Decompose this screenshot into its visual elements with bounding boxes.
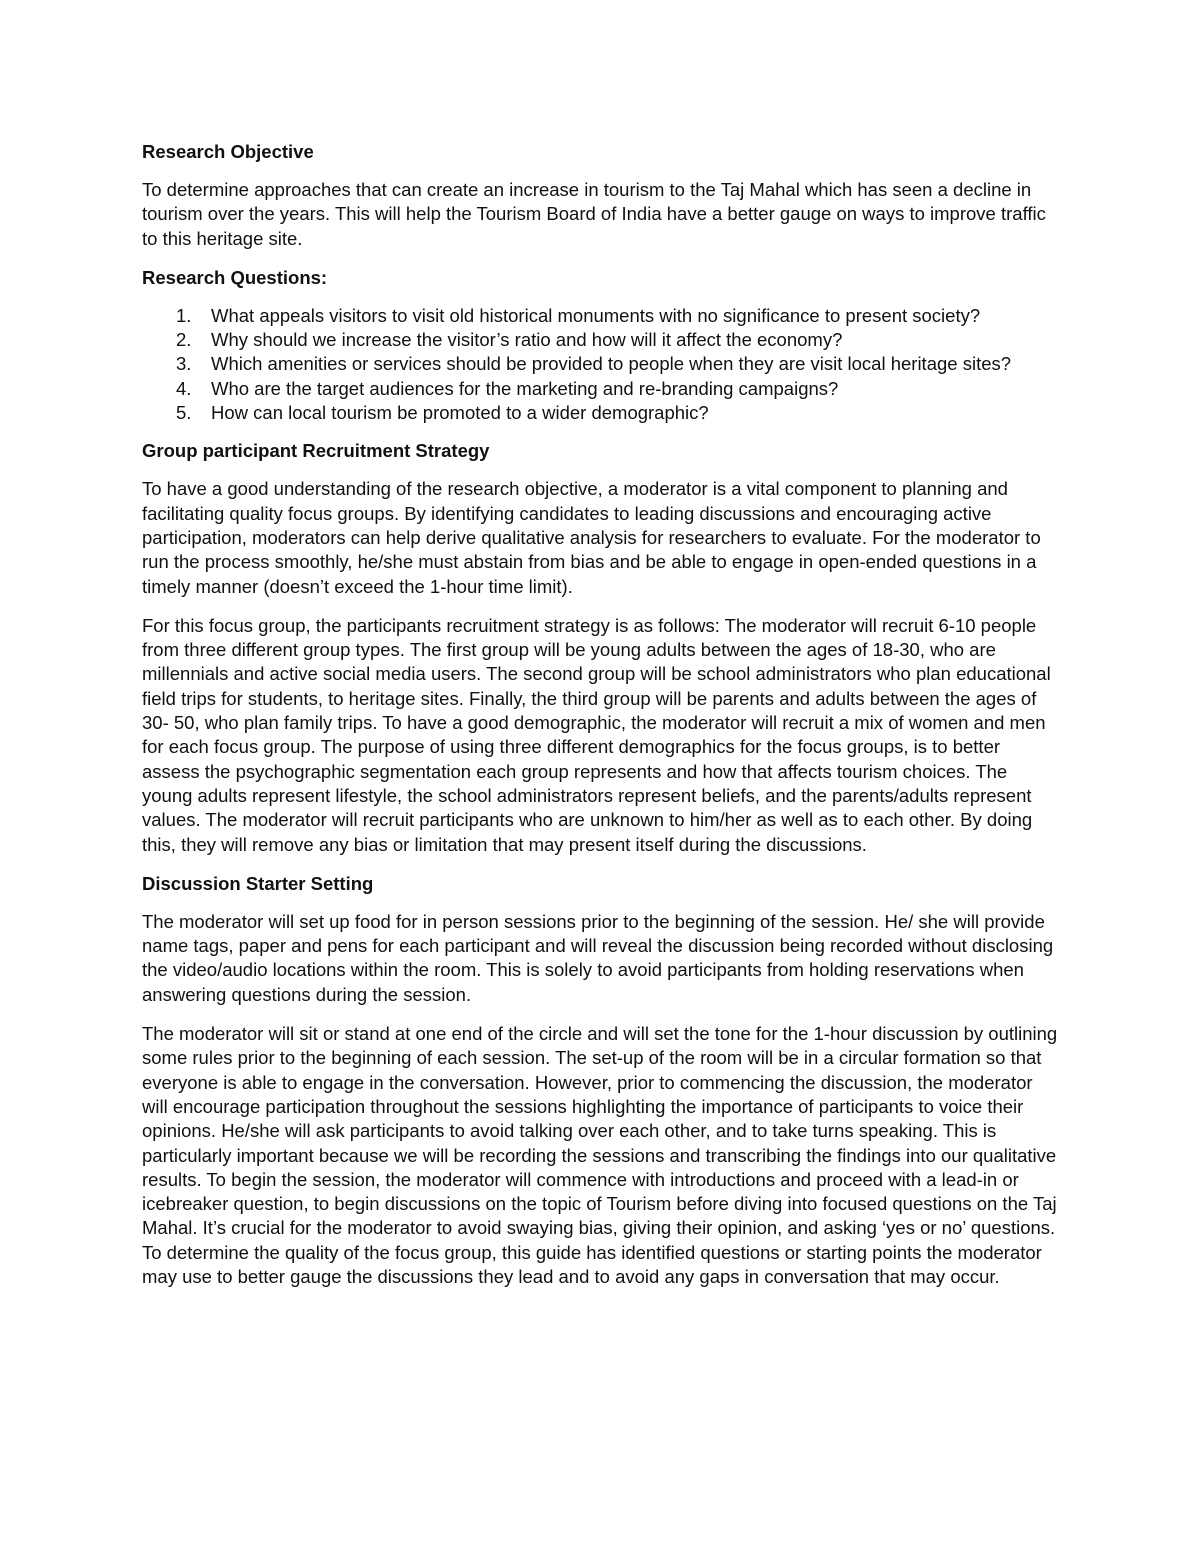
discussion-starter-heading: Discussion Starter Setting <box>142 872 374 894</box>
recruitment-strategy-heading: Group participant Recruitment Strategy <box>142 440 490 462</box>
list-item <box>142 401 1062 425</box>
list-item-number: 1. <box>176 304 192 326</box>
list-item <box>142 304 1062 328</box>
list-item-number: 3. <box>176 353 192 375</box>
list-item-number: 5. <box>176 402 192 424</box>
starter-paragraph-1: The moderator will set up food for in person sessions prior to the beginning of the session. He/ she will provide name tags, paper and pens for each participant and will reveal the discussion being recorded without disclosing the video/audio locations within the room. This is solely to avoid participants from holding reservations when answering questions during the session. <box>142 910 1054 1005</box>
recruitment-paragraph-2: For this focus group, the participants recruitment strategy is as follows: The moderator will recruit 6-10 people from three different group types. The first group will be young adults between the ages of 18-30, who are millennials and active social media users. The second group will be school administrators who plan educational field trips for students, to heritage sites. Finally, the third group will be parents and adults between the ages of 30- 50, who plan family trips. To have a good demographic, the moderator will recruit a mix of women and men for each focus group. The purpose of using three different demographics for the focus groups, is to better assess the psychographic segmentation each group represents and how that affects tourism choices. The young adults represent lifestyle, the school administrators represent beliefs, and the parents/adults represent values. The moderator will recruit participants who are unknown to him/her as well as to each other. By doing this, they will remove any bias or limitation that may present itself during the discussions. <box>142 614 1051 855</box>
list-item <box>142 352 1062 376</box>
recruitment-paragraph-1: To have a good understanding of the research objective, a moderator is a vital component to planning and facilitating quality focus groups. By identifying candidates to leading discussions and encouraging active participation, moderators can help derive qualitative analysis for researchers to evaluate. For the moderator to run the process smoothly, he/she must abstain from bias and be able to engage in open-ended questions in a timely manner (doesn’t exceed the 1-hour time limit). <box>142 478 1041 597</box>
document-page <box>142 140 1062 1304</box>
list-item-text: What appeals visitors to visit old historical monuments with no significance to present society? <box>211 304 981 326</box>
list-item-number: 4. <box>176 377 192 399</box>
research-objective-section <box>142 140 1062 251</box>
research-objective-heading: Research Objective <box>142 141 314 162</box>
research-questions-section <box>142 266 1062 425</box>
research-objective-paragraph: To determine approaches that can create an increase in tourism to the Taj Mahal which has seen a decline in tourism over the years. This will help the Tourism Board of India have a better gauge on ways to improve traffic to this heritage site. <box>142 179 1046 249</box>
research-questions-list <box>142 304 1062 425</box>
discussion-starter-section <box>142 872 1062 1289</box>
research-questions-heading: Research Questions: <box>142 266 328 288</box>
list-item <box>142 328 1062 352</box>
starter-paragraph-2: The moderator will sit or stand at one end of the circle and will set the tone for the 1-hour discussion by outlining some rules prior to the beginning of each session. The set-up of the room will be in a circular formation so that everyone is able to engage in the conversation. However, prior to commencing the discussion, the moderator will encourage participation throughout the sessions highlighting the importance of participants to voice their opinions. He/she will ask participants to avoid talking over each other, and to take turns speaking. This is particularly important because we will be recording the sessions and transcribing the findings into our qualitative results. To begin the session, the moderator will commence with introductions and proceed with a lead-in or icebreaker question, to begin discussions on the topic of Tourism before diving into focused questions on the Taj Mahal. It’s crucial for the moderator to avoid swaying bias, giving their opinion, and asking ‘yes or no’ questions. To determine the quality of the focus group, this guide has identified questions or starting points the moderator may use to better gauge the discussions they lead and to avoid any gaps in conversation that may occur. <box>142 1023 1058 1287</box>
list-item-text: Which amenities or services should be provided to people when they are visit local heritage sites? <box>211 353 1012 375</box>
list-item-text: Why should we increase the visitor’s ratio and how will it affect the economy? <box>211 329 843 351</box>
recruitment-strategy-section <box>142 439 1062 856</box>
list-item-text: Who are the target audiences for the marketing and re-branding campaigns? <box>211 377 839 399</box>
list-item <box>142 377 1062 401</box>
list-item-text: How can local tourism be promoted to a wider demographic? <box>211 402 709 424</box>
list-item-number: 2. <box>176 329 192 351</box>
